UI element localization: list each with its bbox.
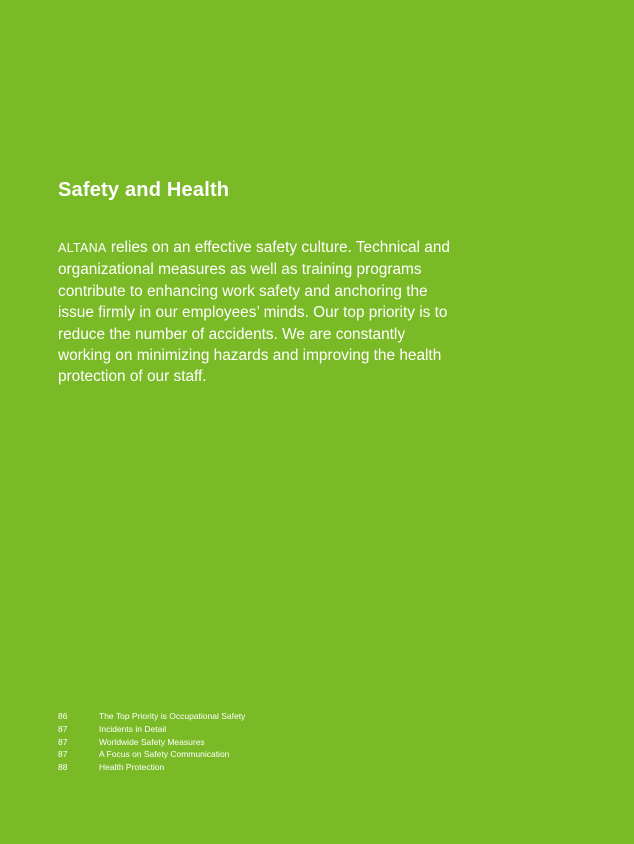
toc-entry[interactable] [58, 723, 245, 736]
toc-page-number: 87 [58, 723, 68, 734]
brand-name: ALTANA [58, 241, 107, 255]
toc-page-number: 86 [58, 711, 68, 721]
toc-page-number: 87 [58, 736, 68, 747]
toc-entry[interactable] [58, 761, 245, 774]
section-title: Safety and Health [58, 179, 230, 201]
toc-entry[interactable] [58, 710, 245, 723]
toc-entry-title: Worldwide Safety Measures [99, 736, 205, 747]
toc-entry-title: The Top Priority is Occupational Safety [99, 711, 246, 721]
toc-page-number: 88 [58, 762, 68, 773]
intro-paragraph [58, 237, 458, 388]
table-of-contents [58, 710, 245, 774]
intro-text: relies on an effective safety culture. Technical and organizational measures as well as training programs contribute to enhancing work safety and anchoring the issue firmly in our employees’ minds. Our top priority is to reduce the number of accidents. We are constantly working on minimizing hazards and improving the health protection of our staff. [58, 239, 450, 386]
toc-entry-title: A Focus on Safety Communication [99, 749, 230, 760]
toc-entry[interactable] [58, 736, 245, 749]
toc-entry-title: Incidents in Detail [99, 723, 167, 734]
toc-page-number: 87 [58, 749, 68, 760]
toc-entry-title: Health Protection [99, 762, 165, 773]
toc-entry[interactable] [58, 748, 245, 761]
